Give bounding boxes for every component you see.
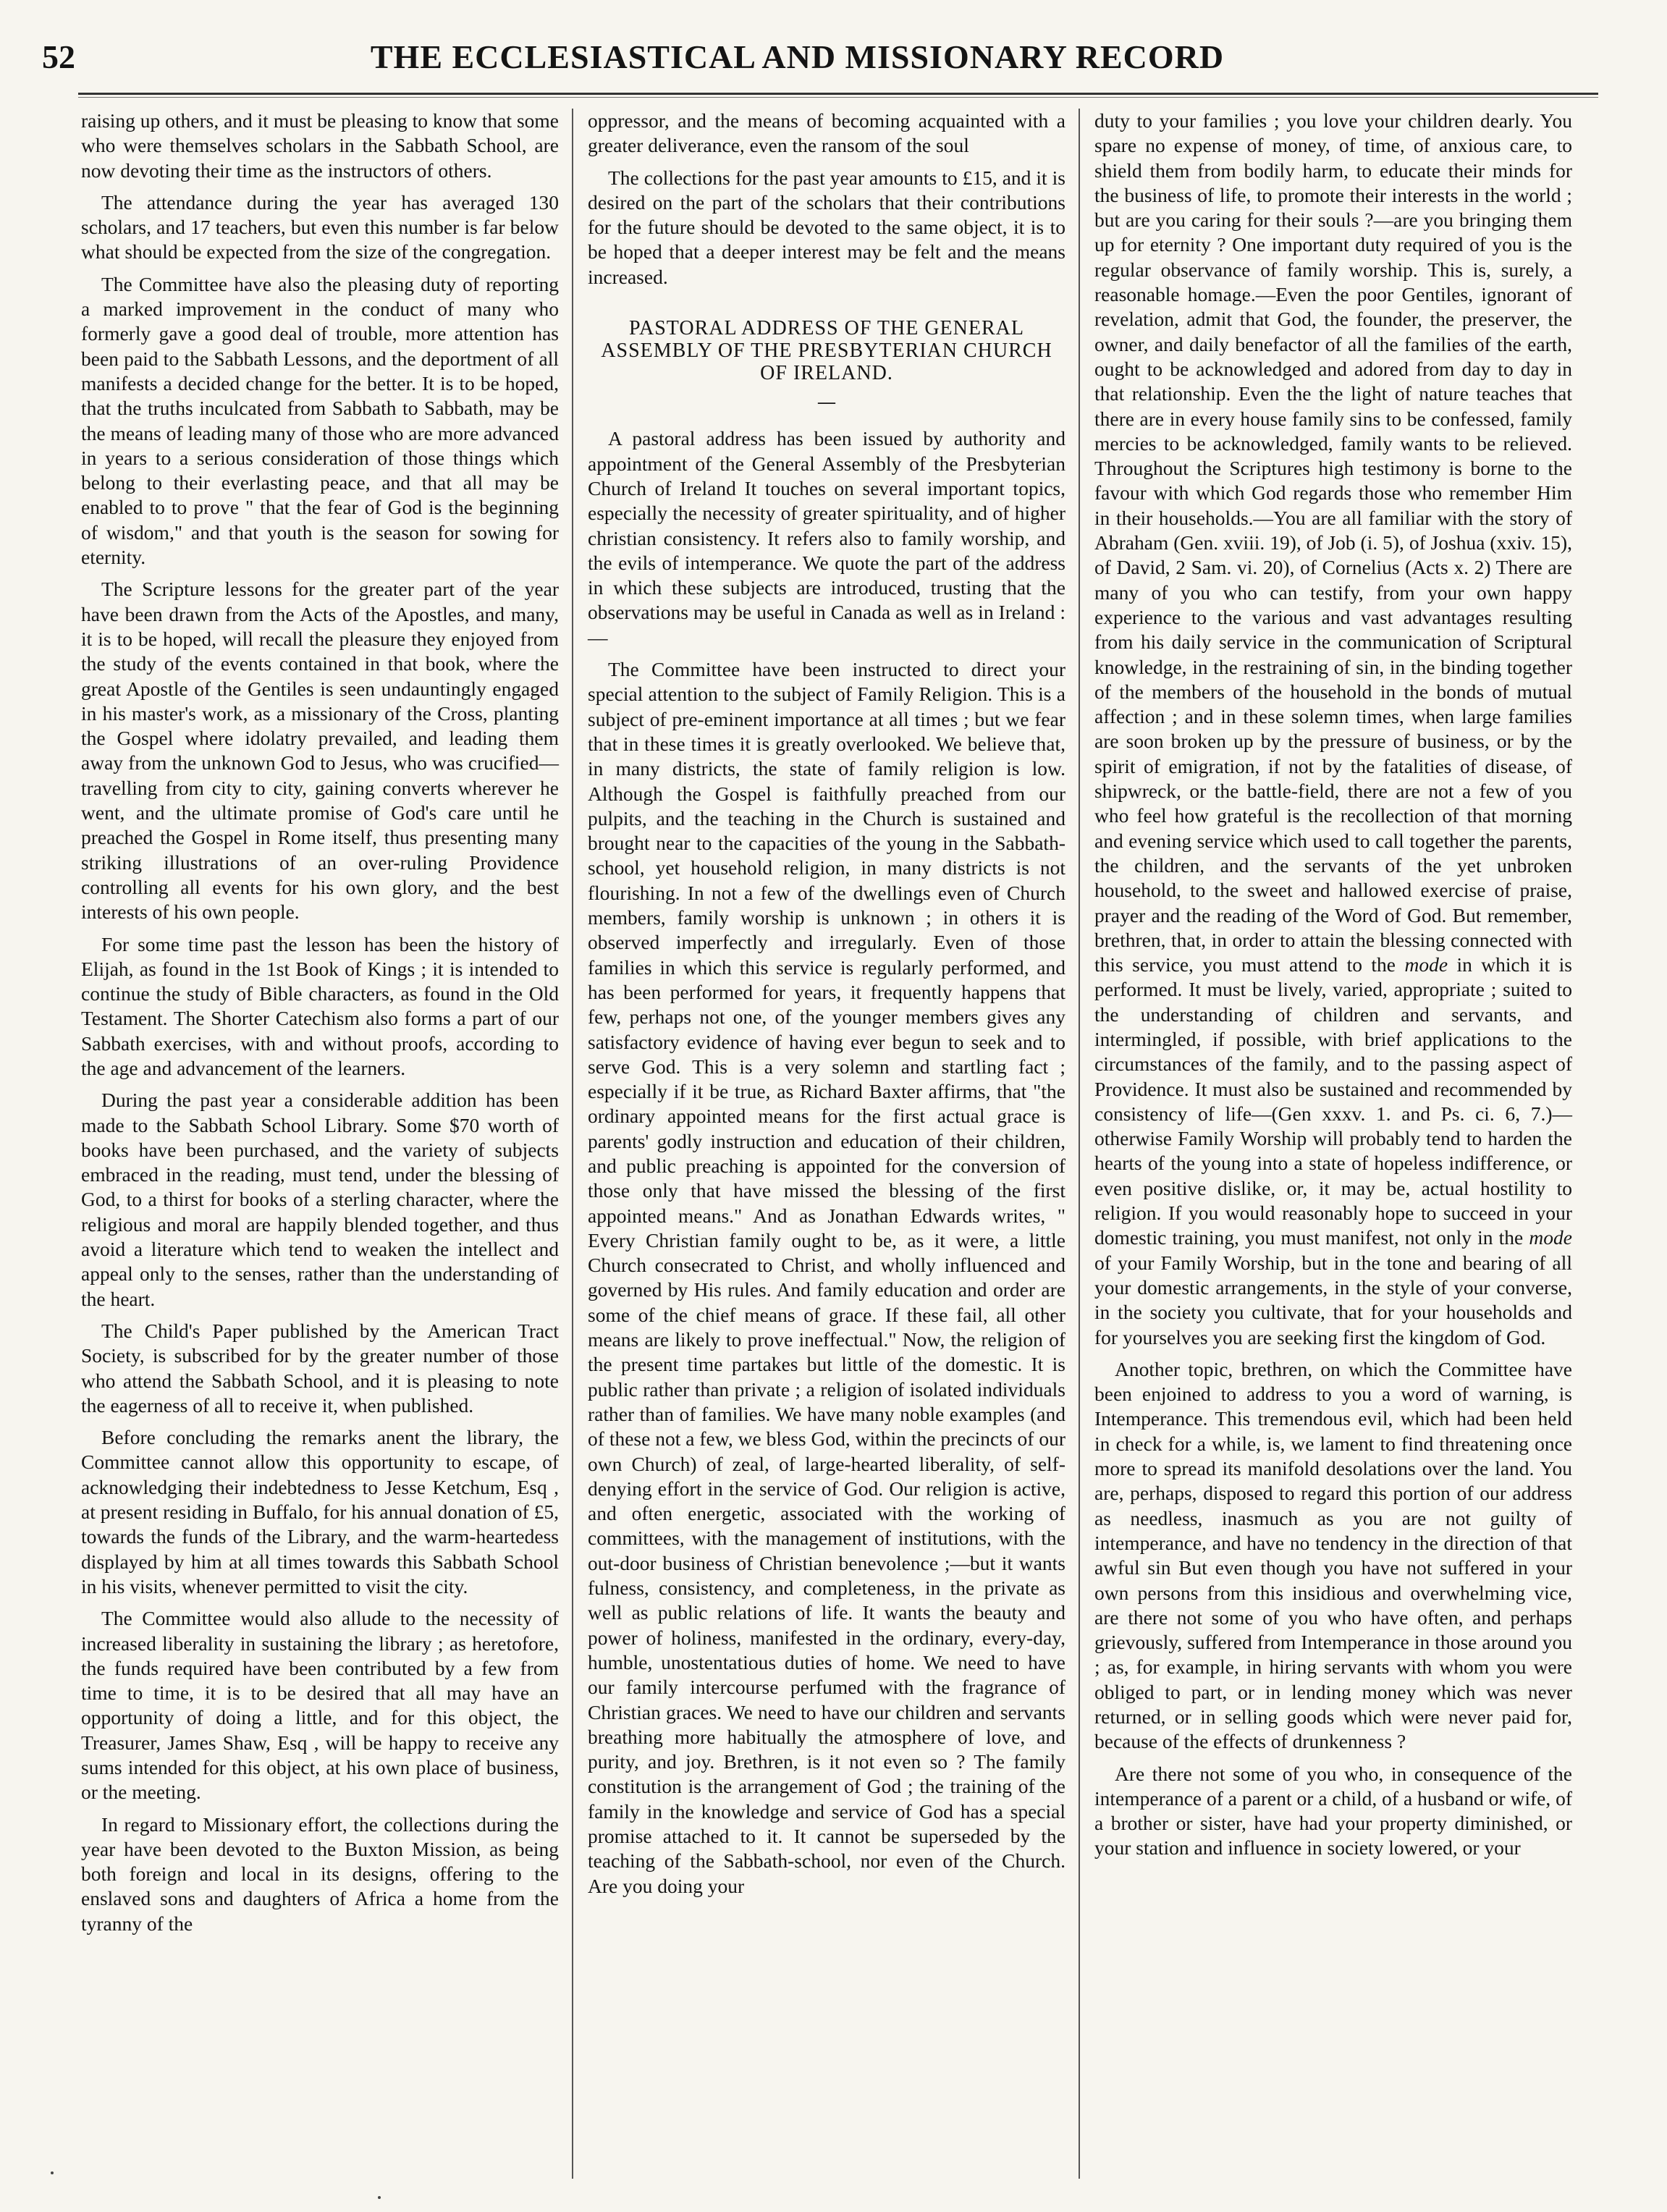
paragraph: Another topic, brethren, on which the Committee have been enjoined to address to you a word of warning, is Intemperance. This tremendous evil, which had been held in check for a while, is, we lament to find threatening once more to spread its manifold desolations over the land. You are, perhaps, disposed to regard this portion of our address as needless, inasmuch as you are not guilty of intemperance, and have no tendency in the direction of that awful sin But even though you have not suffered in your own persons from this insidious and overwhelming vice, are there not some of you who have often, and perhaps grievously, suffered from Intemperance in those around you ; as, for example, in hiring servants with whom you were obliged to part, or in lending money which was never returned, or in selling goods which were never paid for, because of the effects of drunkenness ? bbox=[1094, 1357, 1572, 1753]
running-title: THE ECCLESIASTICAL AND MISSIONARY RECORD bbox=[370, 38, 1225, 75]
paragraph: The Committee have also the pleasing duty of reporting a marked improvement in the conduct of many who formerly gave a good deal of trouble, more attention has been paid to the Sabbath Lessons, and the deportment of all manifests a decided change for the better. It is to be hoped, that the truths inculcated from Sabbath to Sabbath, may be the means of leading many of those who are more advanced in years to a serious consideration of those things which belong to their everlasting peace, and that all may be enabled to to prove " that the fear of God is the beginning of wisdom," and that youth is the season for sowing for eternity. bbox=[81, 272, 559, 569]
paragraph bbox=[1094, 109, 1572, 1350]
paragraph: During the past year a considerable addition has been made to the Sabbath School Library. Some $70 worth of books have been purchased, and the variety of subjects embraced in the reading, must tend, under the blessing of God, to a thirst for books of a sterling character, where the religious and moral are happily blended together, and thus avoid a literature which tend to weaken the intellect and appeal only to the senses, rather than the understanding of the heart. bbox=[81, 1089, 559, 1310]
column-divider-right bbox=[1079, 109, 1080, 2179]
column-1 bbox=[81, 109, 559, 1943]
emphasis: mode bbox=[1529, 1226, 1572, 1249]
paragraph: The collections for the past year amounts to £15, and it is desired on the part of the scholars that their contributions for the future should be devoted to the same object, it is to be hoped that a deeper interest may be felt and the means increased. bbox=[588, 166, 1065, 288]
paragraph: The Committee would also allude to the necessity of increased liberality in sustaining the library ; as heretofore, the funds required have been contributed by a few from time to time, it is to be desired that all may have an opportunity of doing a little, and for this object, the Treasurer, James Shaw, Esq , will be happy to receive any sums intended for this object, at his own place of business, or the meeting. bbox=[81, 1607, 559, 1804]
column-2 bbox=[588, 109, 1065, 1906]
header-rule-thin bbox=[78, 97, 1598, 98]
headline-dash: — bbox=[818, 393, 835, 413]
text-run: in which it is performed. It must be lively, varied, appropriate ; suited to the understanding of children and servants, and intermingled, if possible, with brief applications to the circumstances of the family, and to the passing aspect of Providence. It must also be sustained and recommended by consistency of life—(Gen xxxv. 1. and Ps. ci. 6, 7.)—otherwise Family Worship will probably tend to harden the hearts of the young into a state of hopeless indifference, or even positive dislike, or, it may be, actual hostility to religion. If you would reasonably hope to succeed in your domestic training, you must manifest, not only in the bbox=[1094, 953, 1572, 1249]
paragraph: oppressor, and the means of becoming acquainted with a greater deliverance, even the ransom of the soul bbox=[588, 109, 1065, 157]
paragraph: Are there not some of you who, in consequence of the intemperance of a parent or a child, of a husband or wife, of a brother or sister, have had your property diminished, or your station and influence in society lowered, or your bbox=[1094, 1762, 1572, 1859]
paragraph: Before concluding the remarks anent the library, the Committee cannot allow this opportunity to escape, of acknowledging their indebtedness to Jesse Ketchum, Esq , at present residing in Buffalo, for his annual donation of £5, towards the funds of the Library, and the warm-heartedess displayed by him at all times towards this Sabbath School in his visits, whenever permitted to visit the city. bbox=[81, 1426, 559, 1597]
text-run: duty to your families ; you love your children dearly. You spare no expense of money, of time, of anxious care, to shield them from bodily harm, to educate their minds for the business of life, to promote their interests in the world ; but are you caring for their souls ?—are you bringing them up for eternity ? One important duty required of you is the regular observance of family worship. This is, surely, a reasonable homage.—Even the poor Gentiles, ignorant of revelation, admit that God, the founder, the preserver, the owner, and daily benefactor of all the families of the earth, ought to be acknowledged and adored from day to day in that relationship. Even the the light of nature teaches that there are in every house family sins to be confessed, family mercies to be acknowledged, family wants to be relieved. Throughout the Scriptures high testimony is borne to the favour with which God regards those who remember Him in their households.—You are all familiar with the story of Abraham (Gen. xviii. 19), of Job (i. 5), of Joshua (xxiv. 15), of David, 2 Sam. vi. 20), of Cornelius (Acts x. 2) There are many of you who can testify, from your own happy experience to the various and vast advantages resulting from his daily service in the communication of Scriptural knowledge, in the restraining of sin, in the binding together of the members of the household in the bonds of mutual affection ; and in these solemn times, when large families are soon broken up by the pressure of business, or by the spirit of emigration, if not by the fatalities of disease, of shipwreck, or the battle-field, there are not a few of you who feel how grateful is the recollection of that morning and evening service which used to call together the parents, the children, and the servants of the yet unbroken household, to the sweet and hallowed exercise of praise, prayer and the reading of the Word of God. But remember, brethren, that, in order to attain the blessing connected with this service, you must attend to the bbox=[1094, 109, 1572, 976]
column-divider-left bbox=[572, 109, 573, 2179]
paragraph: A pastoral address has been issued by authority and appointment of the General Assembly of the Presbyterian Church of Ireland It touches on several important topics, especially the necessity of greater spirituality, and of higher christian consistency. It refers also to family worship, and the evils of intemperance. We quote the part of the address in which these subjects are introduced, trusting that the observations may be useful in Canada as well as in Ireland :— bbox=[588, 427, 1065, 649]
emphasis: mode bbox=[1404, 953, 1448, 976]
text-run: of your Family Worship, but in the tone and bearing of all your domestic arrangements, in the style of your converse, in the society you cultivate, that for your households and for yourselves you are seeking first the kingdom of God. bbox=[1094, 1251, 1572, 1348]
paragraph: The Committee have been instructed to direct your special attention to the subject of Family Religion. This is a subject of pre-eminent importance at all times ; but we fear that in these times it is greatly overlooked. We believe that, in many districts, the state of family religion is low. Although the Gospel is faithfully preached from our pulpits, and the teaching in the Church is sustained and brought near to the capacities of the young in the Sabbath-school, yet household religion, in many districts is not flourishing. In not a few of the dwellings even of Church members, family worship is unknown ; in others it is observed imperfectly and irregularly. Even of those families in which this service is regularly performed, and has been performed for years, it frequently happens that few, perhaps not one, of the younger members gives any satisfactory evidence of having ever begun to seek and to serve God. This is a very solemn and startling fact ; especially if it be true, as Richard Baxter affirms, that "the ordinary appointed means for the first actual grace is parents' godly instruction and education of their children, and public preaching is appointed for the conversion of those only that have missed the blessing of the first appointed means." And as Jonathan Edwards writes, " Every Christian family ought to be, as it were, a little Church consecrated to Christ, and wholly influenced and governed by His rules. And family education and order are some of the chief means of grace. If these fail, all other means are likely to prove ineffectual." Now, the religion of the present time partakes but little of the domestic. It is public rather than private ; a religion of isolated individuals rather than of families. We have many noble examples (and of these not a few, we bless God, within the precincts of our own Church) of zeal, of large-hearted liberality, of self-denying effort in the service of God. Our religion is active, and often energetic, associated with the working of committees, with the management of institutions, with the out-door business of Christian benevolence ;—but it wants fulness, consistency, and completeness, in the private as well as public relations of life. It wants the beauty and power of holiness, manifested in the ordinary, every-day, humble, unostentatious duties of home. We need to have our family intercourse perfumed with the fragrance of Christian graces. We need to have our children and servants breathing more habitually the atmosphere of love, and purity, and joy. Brethren, is it not even so ? The family constitution is the arrangement of God ; the training of the family in the knowledge and service of God has a special promise attached to it. It cannot be superseded by the teaching of the Sabbath-school, nor even of the Church. Are you doing your bbox=[588, 658, 1065, 1897]
article-headline: PASTORAL ADDRESS OF THE GENERAL ASSEMBLY OF THE PRESBYTERIAN CHURCH OF IRELAND. bbox=[601, 317, 1052, 385]
paragraph: raising up others, and it must be pleasing to know that some who were themselves scholars in the Sabbath School, are now devoting their time as the instructors of others. bbox=[81, 109, 559, 182]
paragraph: The attendance during the year has averaged 130 scholars, and 17 teachers, but even this number is far below what should be expected from the size of the congregation. bbox=[81, 190, 559, 263]
speck bbox=[378, 2196, 381, 2199]
paragraph: The Scripture lessons for the greater part of the year have been drawn from the Acts of the Apostles, and many, it is to be hoped, will recall the pleasure they enjoyed from the study of the events contained in that book, where the great Apostle of the Gentiles is seen undauntingly engaged in his master's work, as a missionary of the Cross, planting the Gospel where idolatry prevailed, and leading them away from the unknown God to Jesus, who was crucified—travelling from city to city, gaining converts wherever he went, and the ultimate promise of God's care until he preached the Gospel in Rome itself, thus presenting many striking illustrations of an over-ruling Providence controlling all events for his own glory, and the best interests of his own people. bbox=[81, 578, 559, 924]
header-rule bbox=[78, 93, 1598, 95]
paragraph: In regard to Missionary effort, the collections during the year have been devoted to the Buxton Mission, as being both foreign and local in its designs, offering to the enslaved sons and daughters of Africa a home from the tyranny of the bbox=[81, 1812, 559, 1935]
page-header bbox=[0, 38, 1667, 88]
column-3 bbox=[1094, 109, 1572, 1868]
print-specks bbox=[51, 2171, 58, 2179]
paragraph: The Child's Paper published by the American Tract Society, is subscribed for by the greater number of those who attend the Sabbath School, and it is pleasing to note the eagerness of all to receive it, when published. bbox=[81, 1319, 559, 1417]
speck bbox=[51, 2171, 54, 2174]
paragraph: For some time past the lesson has been the history of Elijah, as found in the 1st Book of Kings ; it is intended to continue the study of Bible characters, as found in the Old Testament. The Shorter Catechism also forms a part of our Sabbath exercises, with and without proofs, according to the age and advancement of the learners. bbox=[81, 932, 559, 1079]
page-number: 52 bbox=[42, 38, 75, 75]
